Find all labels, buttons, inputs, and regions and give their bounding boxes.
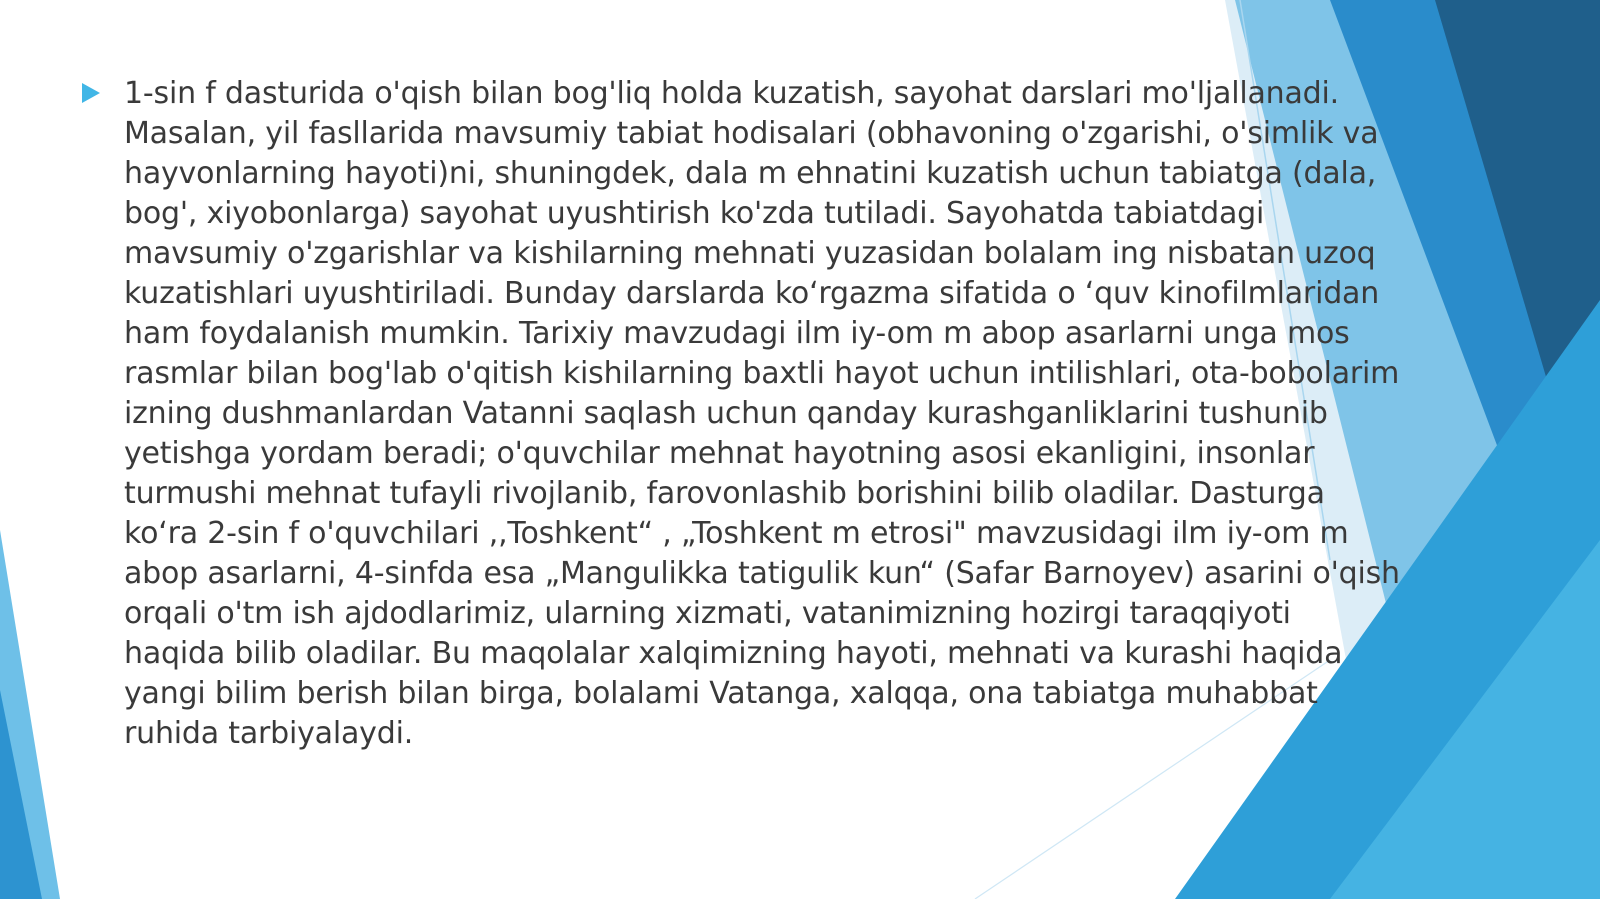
bullet-item [80, 74, 1400, 754]
triangle-bullet-icon [80, 81, 102, 105]
content-area [80, 74, 1400, 754]
body-paragraph: 1-sin f dasturida o'qish bilan bog'liq holda kuzatish, sayohat darslari mo'ljallanadi. Masalan, yil fasllarida mavsumiy tabiat hodisalari (obhavoning o'zgarishi, o'simlik va hayvonlarning hayoti)ni, shuningdek, dala m ehnatini kuzatish uchun tabiatga (dala, bog', xiyobonlarga) sayohat uyushtirish ko'zda tutiladi. Sayohatda tabiatdagi mavsumiy o'zgarishlar va kishilarning mehnati yuzasidan bolalam ing nisbatan uzoq kuzatishlari uyushtiriladi. Bunday darslarda koʻrgazma sifatida o ʻquv kinofilmlaridan ham foydalanish mumkin. Tarixiy mavzudagi ilm iy-om m abop asarlarni unga mos rasmlar bilan bog'lab o'qitish kishilarning baxtli hayot uchun intilishlari, ota-bobolarim izning dushmanlardan Vatanni saqlash uchun qanday kurashganliklarini tushunib yetishga yordam beradi; o'quvchilar mehnat hayotning asosi ekanligini, insonlar turmushi mehnat tufayli rivojlanib, farovonlashib borishini bilib oladilar. Dasturga koʻra 2-sin f o'quvchilari ,,Toshkent“ , „Toshkent m etrosi" mavzusidagi ilm iy-om m abop asarlarni, 4-sinfda esa „Mangulikka tatigulik kun“ (Safar Barnoyev) asarini o'qish orqali o'tm ish ajdodlarimiz, ularning xizmati, vatanimizning hozirgi taraqqiyoti haqida bilib oladilar. Bu maqolalar xalqimizning hayoti, mehnati va kurashi haqida yangi bilim berish bilan birga, bolalami Vatanga, xalqqa, ona tabiatga muhabbat ruhida tarbiyalaydi. [124, 76, 1400, 751]
